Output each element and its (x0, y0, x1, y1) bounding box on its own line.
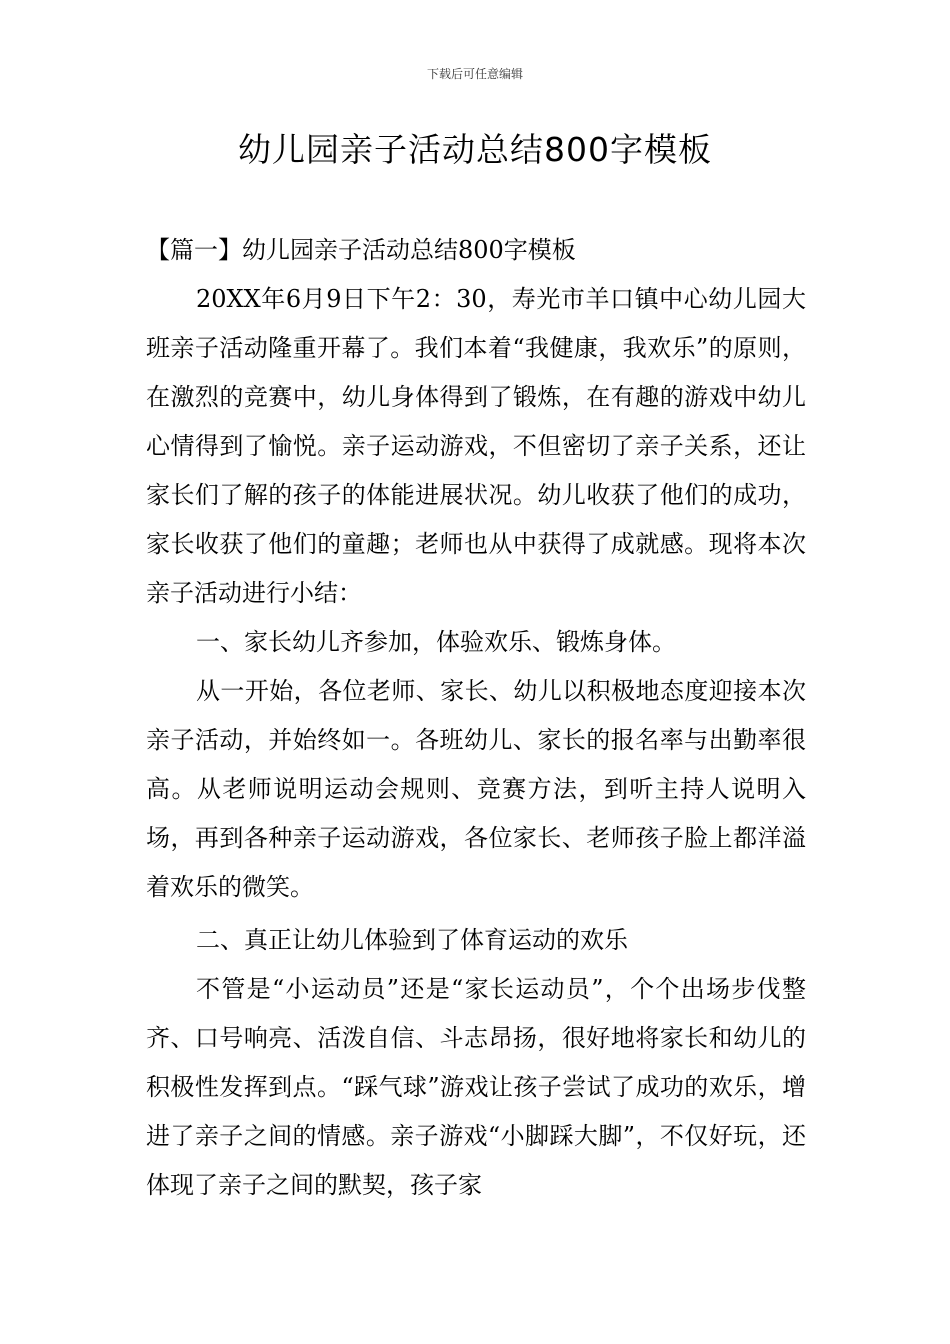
paragraph-two: 不管是“小运动员”还是“家长运动员”，个个出场步伐整齐、口号响亮、活泼自信、斗志昂扬，很好地将家长和幼儿的积极性发挥到点。“踩气球”游戏让孩子尝试了成功的欢乐，增进了亲子之间的情感。亲子游戏“小脚踩大脚”，不仅好玩，还体现了亲子之间的默契，孩子家 (146, 975, 806, 1199)
section-heading: 【篇一】幼儿园亲子活动总结800字模板 (146, 236, 576, 264)
subheading-two: 二、真正让幼儿体验到了体育运动的欢乐 (196, 926, 628, 954)
paragraph-one: 从一开始，各位老师、家长、幼儿以积极地态度迎接本次亲子活动，并始终如一。各班幼儿、家长的报名率与出勤率很高。从老师说明运动会规则、竞赛方法，到听主持人说明入场，再到各种亲子运动游戏，各位家长、老师孩子脸上都洋溢着欢乐的微笑。 (146, 677, 806, 901)
paragraph-intro: 20XX年6月9日下午2：30，寿光市羊口镇中心幼儿园大班亲子活动隆重开幕了。我们本着“我健康，我欢乐”的原则，在激烈的竞赛中，幼儿身体得到了锻炼，在有趣的游戏中幼儿心情得到了愉悦。亲子运动游戏，不但密切了亲子关系，还让家长们了解的孩子的体能进展状况。幼儿收获了他们的成功，家长收获了他们的童趣；老师也从中获得了成就感。现将本次亲子活动进行小结： (146, 285, 806, 607)
document-body (146, 226, 806, 1210)
subheading-one: 一、家长幼儿齐参加，体验欢乐、锻炼身体。 (196, 628, 676, 656)
download-note: 下载后可任意编辑 (426, 67, 523, 81)
document-title: 幼儿园亲子活动总结800字模板 (238, 130, 712, 169)
